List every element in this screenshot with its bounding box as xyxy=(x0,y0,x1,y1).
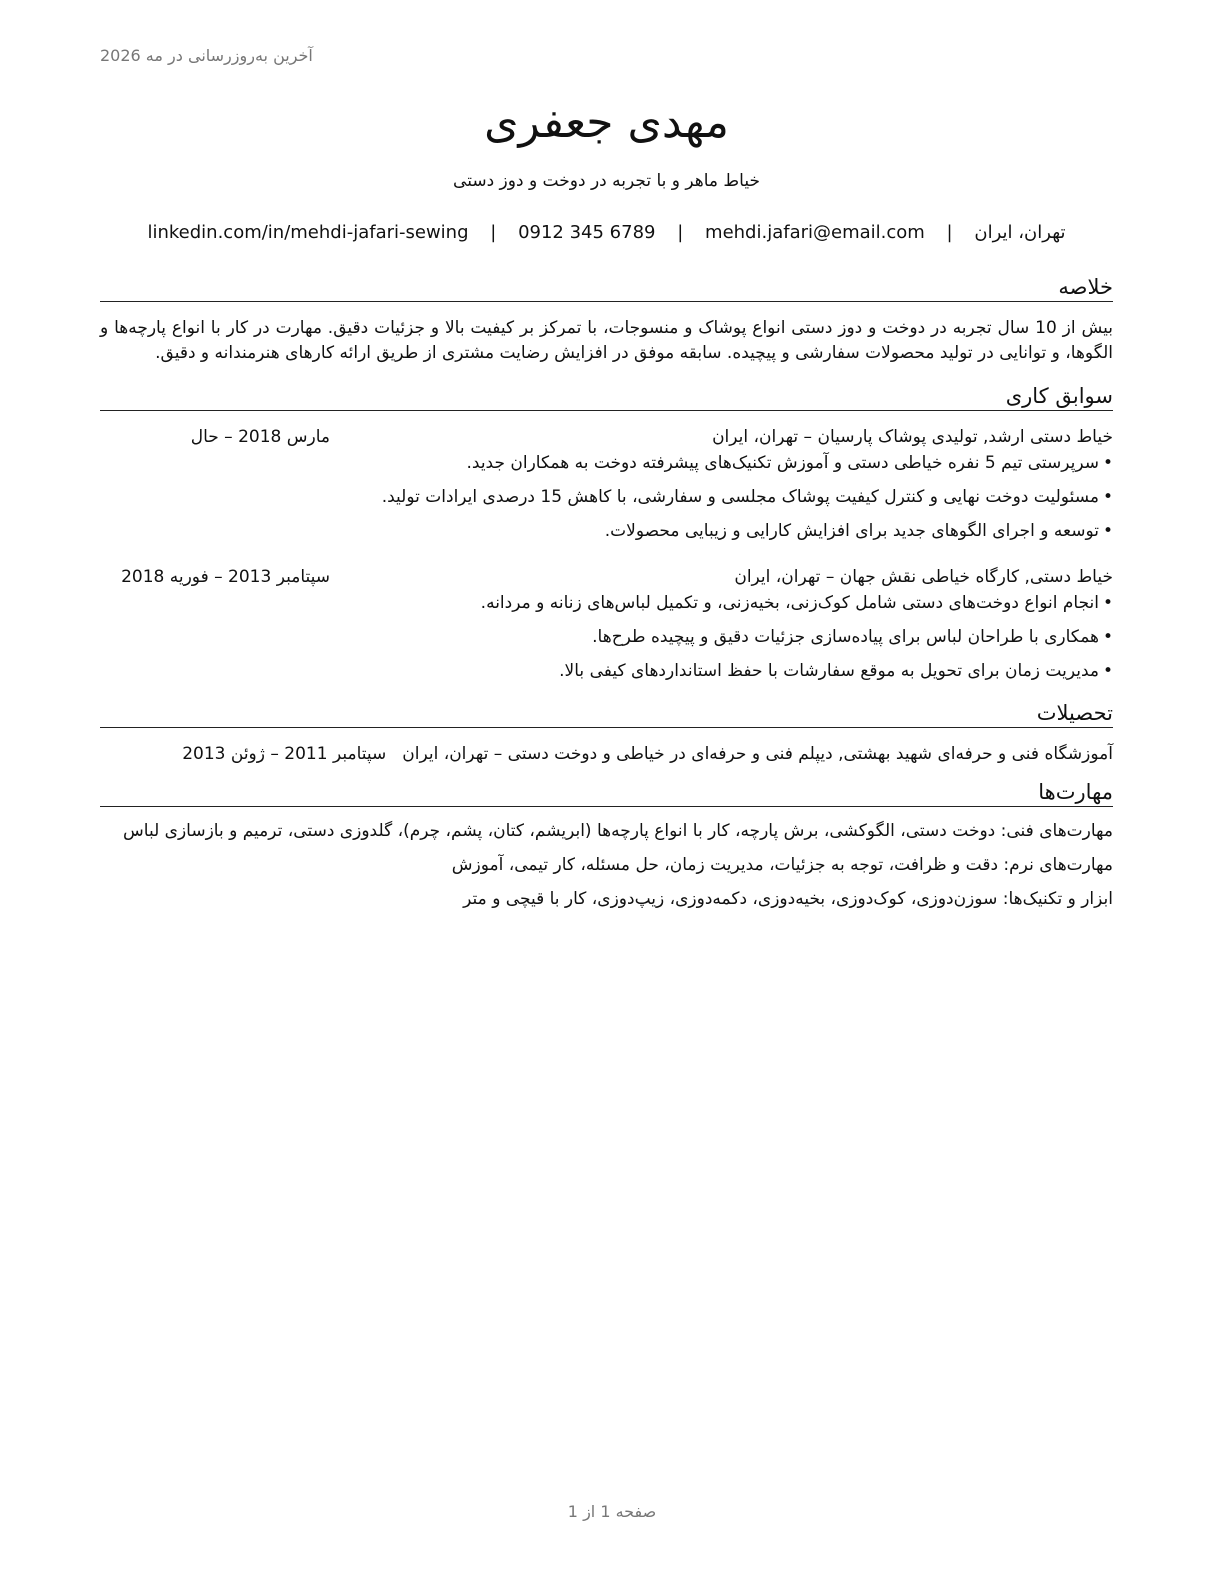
candidate-name: مهدی جعفری xyxy=(484,97,729,148)
job-title: خیاط دستی ارشد, تولیدی پوشاک پارسیان – تهران، ایران xyxy=(712,427,1113,447)
job-bullets xyxy=(100,451,1113,543)
bullet-icon: • xyxy=(1102,627,1113,647)
contact-separator: | xyxy=(946,222,953,243)
skills-tools: ابزار و تکنیک‌ها: سوزن‌دوزی، کوک‌دوزی، بخیه‌دوزی، دکمه‌دوزی، زیپ‌دوزی، کار با قیچی و متر xyxy=(463,889,1113,909)
last-updated-note: آخرین به‌روزرسانی در مه 2026 xyxy=(100,46,313,65)
candidate-tagline: خیاط ماهر و با تجربه در دوخت و دوز دستی xyxy=(453,171,760,191)
contact-separator: | xyxy=(490,222,497,243)
job-bullet xyxy=(100,625,1113,649)
education-section xyxy=(100,699,1113,766)
job-bullet xyxy=(100,519,1113,543)
job-bullet-text: توسعه و اجرای الگوهای جدید برای افزایش کارایی و زیبایی محصولات. xyxy=(604,521,1099,541)
bullet-icon: • xyxy=(1102,661,1113,681)
job-bullets xyxy=(100,591,1113,683)
bullet-icon: • xyxy=(1102,453,1113,473)
experience-section xyxy=(100,382,1113,683)
job-dates: مارس 2018 – حال xyxy=(190,427,330,447)
summary-text: بیش از 10 سال تجربه در دوخت و دوز دستی انواع پوشاک و منسوجات، با تمرکز بر کیفیت بالا و جزئیات دقیق. مهارت در کار با انواع پارچه‌ها و الگوها، و توانایی در تولید محصولات سفارشی و پیچیده. سابقه موفق در افزایش رضایت مشتری از طریق ارائه کارهای هنرمندانه و دقیق. xyxy=(100,318,1114,363)
job-bullet xyxy=(100,451,1113,475)
bullet-icon: • xyxy=(1102,487,1113,507)
job-bullet-text: همکاری با طراحان لباس برای پیاده‌سازی جزئیات دقیق و پیچیده طرح‌ها. xyxy=(592,627,1099,647)
job-entry xyxy=(100,565,1113,683)
job-bullet xyxy=(100,659,1113,683)
bullet-icon: • xyxy=(1102,593,1113,613)
education-heading: تحصیلات xyxy=(100,699,1113,728)
job-bullet xyxy=(100,591,1113,615)
skills-technical: مهارت‌های فنی: دوخت دستی، الگوکشی، برش پارچه، کار با انواع پارچه‌ها (ابریشم، کتان، پشم، چرم)، گلدوزی دستی، ترمیم و بازسازی لباس xyxy=(123,821,1113,841)
summary-heading: خلاصه xyxy=(100,273,1113,302)
skills-section xyxy=(100,778,1113,912)
summary-section xyxy=(100,273,1113,366)
job-bullet-text: مدیریت زمان برای تحویل به موقع سفارشات با حفظ استانداردهای کیفی بالا. xyxy=(559,661,1099,681)
experience-heading: سوابق کاری xyxy=(100,382,1113,411)
job-title: خیاط دستی, کارگاه خیاطی نقش جهان – تهران، ایران xyxy=(734,567,1113,587)
contact-line xyxy=(100,221,1113,245)
job-header xyxy=(100,425,1113,449)
contact-phone: 0912 345 6789 xyxy=(518,222,656,243)
contact-separator: | xyxy=(677,222,684,243)
contact-linkedin[interactable]: linkedin.com/in/mehdi-jafari-sewing xyxy=(147,222,469,243)
job-dates: سپتامبر 2013 – فوریه 2018 xyxy=(121,567,330,587)
job-entry xyxy=(100,425,1113,543)
education-entry xyxy=(100,742,1113,766)
resume-page xyxy=(100,95,1113,912)
skills-heading: مهارت‌ها xyxy=(100,778,1113,807)
job-bullet-text: سرپرستی تیم 5 نفره خیاطی دستی و آموزش تکنیک‌های پیشرفته دوخت به همکاران جدید. xyxy=(466,453,1099,473)
education-dates: سپتامبر 2011 – ژوئن 2013 xyxy=(182,744,387,764)
contact-email[interactable]: mehdi.jafari@email.com xyxy=(705,222,925,243)
job-bullet xyxy=(100,485,1113,509)
skills-soft: مهارت‌های نرم: دقت و ظرافت، توجه به جزئیات، مدیریت زمان، حل مسئله، کار تیمی، آموزش xyxy=(451,855,1113,875)
contact-location: تهران، ایران xyxy=(974,222,1066,243)
job-header xyxy=(100,565,1113,589)
page-number: صفحه 1 از 1 xyxy=(567,1502,657,1521)
education-text: آموزشگاه فنی و حرفه‌ای شهید بهشتی, دیپلم فنی و حرفه‌ای در خیاطی و دوخت دستی – تهران، ایران xyxy=(402,744,1113,764)
job-bullet-text: انجام انواع دوخت‌های دستی شامل کوک‌زنی، بخیه‌زنی، و تکمیل لباس‌های زنانه و مردانه. xyxy=(480,593,1099,613)
bullet-icon: • xyxy=(1102,521,1113,541)
job-bullet-text: مسئولیت دوخت نهایی و کنترل کیفیت پوشاک مجلسی و سفارشی، با کاهش 15 درصدی ایرادات تولید. xyxy=(381,487,1099,507)
